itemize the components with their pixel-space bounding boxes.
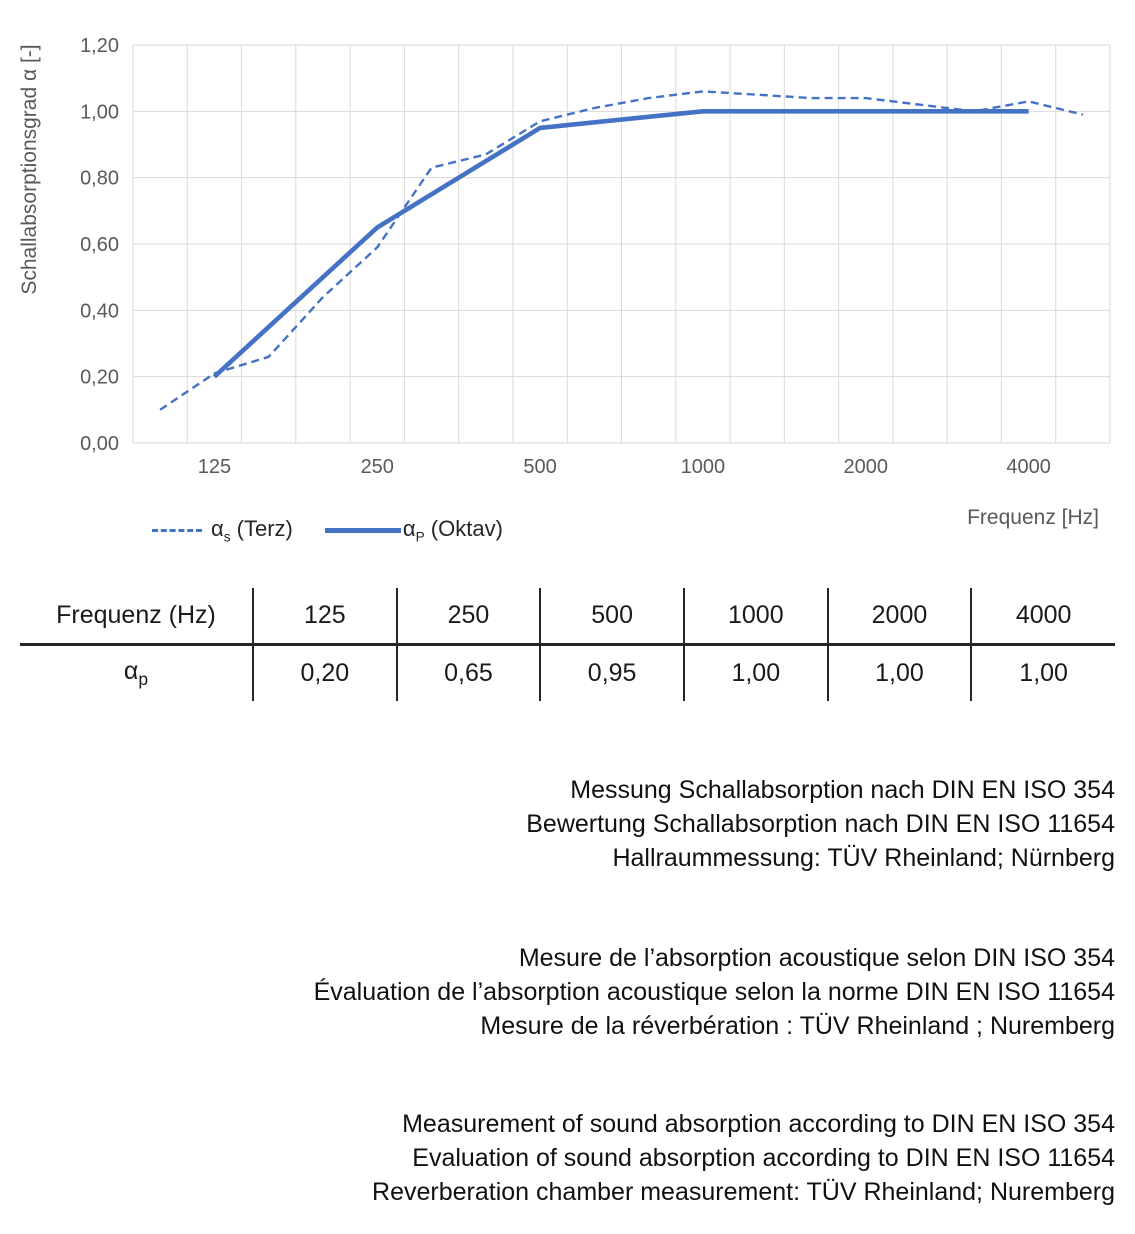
note-french-line-2: Évaluation de l’absorption acoustique selon la norme DIN EN ISO 11654 <box>313 978 1115 1006</box>
y-tick-label: 0,20 <box>80 366 119 389</box>
table-header-frequency: Frequenz (Hz) <box>20 588 253 645</box>
x-tick-label: 250 <box>360 456 394 478</box>
absorption-chart <box>0 0 1135 562</box>
note-french-line-3: Mesure de la réverbération : TÜV Rheinland ; Nuremberg <box>480 1012 1115 1040</box>
y-tick-label: 1,00 <box>80 101 119 124</box>
legend-oktav-rest: (Oktav) <box>424 516 503 541</box>
legend-item-terz <box>152 516 293 544</box>
y-tick-label: 0,00 <box>80 433 119 455</box>
note-german-line-1: Messung Schallabsorption nach DIN EN ISO 354 <box>570 776 1115 804</box>
note-english-line-3: Reverberation chamber measurement: TÜV Rheinland; Nuremberg <box>372 1178 1115 1206</box>
alpha-p-value-125: 0,20 <box>253 645 397 702</box>
x-tick-label: 1000 <box>680 456 726 478</box>
table-header-4000: 4000 <box>971 588 1115 645</box>
alpha-p-value-2000: 1,00 <box>828 645 972 702</box>
y-tick-label: 0,40 <box>80 300 119 323</box>
legend-oktav-alpha: α <box>402 516 416 541</box>
terz-dashed-line-sample <box>152 529 202 532</box>
alpha-p-value-1000: 1,00 <box>684 645 828 702</box>
legend-item-oktav <box>325 516 503 544</box>
y-tick-label: 0,60 <box>80 234 119 256</box>
table-header-2000: 2000 <box>828 588 972 645</box>
legend-terz-alpha: α <box>211 516 224 541</box>
alpha-p-value-4000: 1,00 <box>971 645 1115 702</box>
table-header-250: 250 <box>397 588 541 645</box>
note-english <box>20 1107 1115 1209</box>
table-header-125: 125 <box>253 588 397 645</box>
chart-x-axis-title: Frequenz [Hz] <box>967 506 1099 529</box>
alpha-p-value-250: 0,65 <box>397 645 541 702</box>
note-french-line-1: Mesure de l’absorption acoustique selon DIN ISO 354 <box>518 944 1115 972</box>
alpha-p-sub: p <box>138 669 149 689</box>
note-german <box>20 773 1115 875</box>
alpha-p-value-500: 0,95 <box>540 645 684 702</box>
y-tick-label: 1,20 <box>80 35 119 57</box>
alpha-p-base: α <box>123 657 139 685</box>
x-tick-label: 500 <box>523 456 557 478</box>
chart-legend <box>152 516 503 544</box>
absorption-table <box>20 588 1115 701</box>
table-header-500: 500 <box>540 588 684 645</box>
chart-canvas <box>0 0 1135 500</box>
note-english-line-1: Measurement of sound absorption according to DIN EN ISO 354 <box>402 1110 1115 1138</box>
legend-terz-sub: s <box>223 529 231 545</box>
note-german-line-3: Hallraummessung: TÜV Rheinland; Nürnberg <box>612 844 1115 872</box>
x-tick-label: 2000 <box>843 456 888 478</box>
note-french <box>20 941 1115 1043</box>
legend-terz-rest: (Terz) <box>230 516 293 541</box>
table-header-row <box>20 588 1115 645</box>
alpha-p-row-label <box>20 645 253 702</box>
x-tick-label: 125 <box>197 456 232 478</box>
legend-label-terz <box>211 516 293 544</box>
table-header-1000: 1000 <box>684 588 828 645</box>
note-german-line-2: Bewertung Schallabsorption nach DIN EN ISO 11654 <box>526 810 1115 838</box>
table-value-row <box>20 645 1115 702</box>
chart-y-axis-title: Schallabsorptionsgrad α [-] <box>18 44 41 295</box>
legend-label-oktav <box>403 516 503 544</box>
x-tick-label: 4000 <box>1006 456 1051 478</box>
oktav-solid-line-sample <box>325 528 401 533</box>
note-english-line-2: Evaluation of sound absorption according to DIN EN ISO 11654 <box>412 1144 1115 1172</box>
legend-oktav-sub: P <box>415 529 425 545</box>
y-tick-label: 0,80 <box>80 167 119 190</box>
